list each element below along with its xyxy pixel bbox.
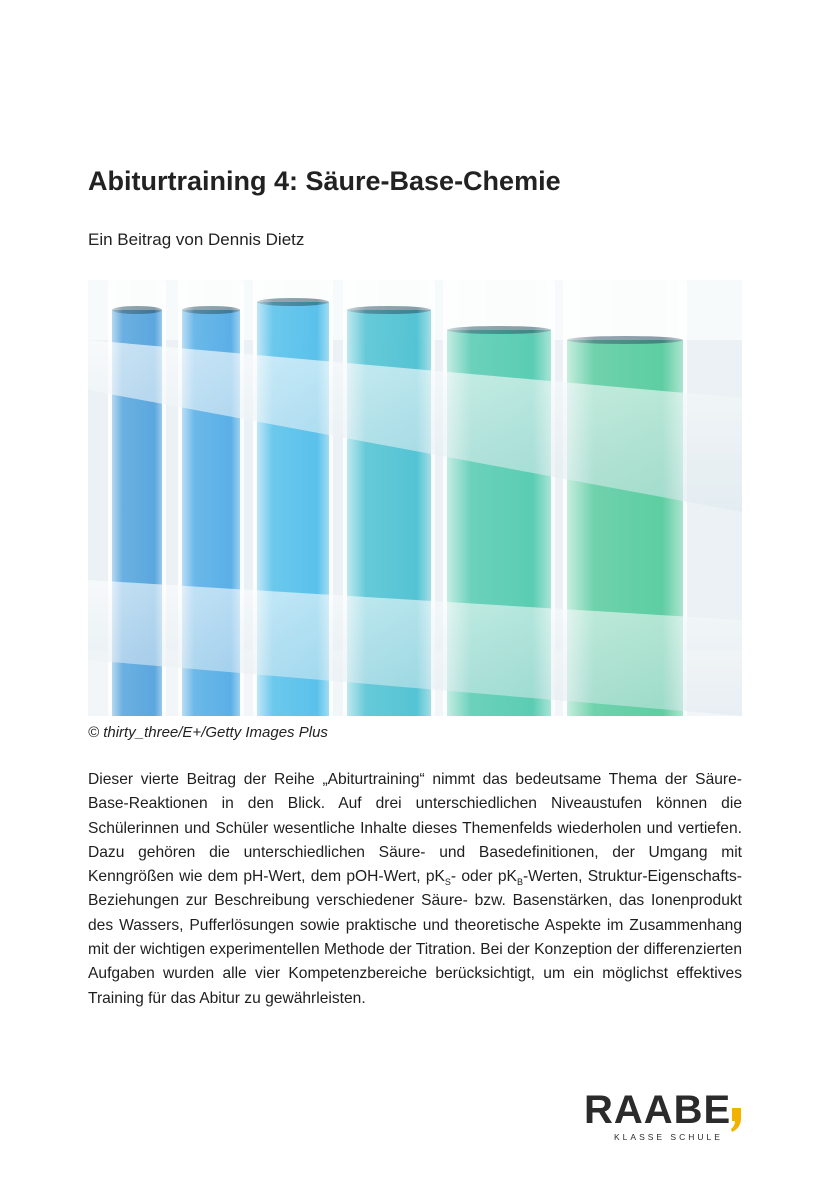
pks-subscript: S: [444, 877, 451, 888]
author-line: Ein Beitrag von Dennis Dietz: [88, 230, 305, 249]
page-title: Abiturtraining 4: Säure-Base-Chemie: [88, 166, 561, 196]
test-tubes-icon: [88, 280, 742, 716]
cover-photo: [88, 280, 742, 716]
image-credit: © thirty_three/E+/Getty Images Plus: [88, 724, 328, 741]
intro-paragraph: [88, 768, 742, 1011]
pkb-subscript: B: [516, 877, 523, 888]
logo-wordmark: RAABE: [584, 1088, 732, 1132]
intro-text-part2: - oder pK: [450, 868, 517, 886]
logo-tagline: KLASSE SCHULE: [614, 1132, 723, 1142]
raabe-logo: [584, 1088, 754, 1148]
intro-text-part1: Dieser vierte Beitrag der Reihe „Abiturtraining“ nimmt das bedeutsame Thema der Säure-Base-Reaktionen in den Blick. Auf drei unterschiedlichen Niveaustufen können die Schülerinnen und Schüler wesentliche Inhalte dieses Themenfelds wiederholen und vertiefen. Dazu gehören die unterschiedlichen Säure- und Basedefinitionen, der Umgang mit Kenngrößen wie dem pH-Wert, dem pOH-Wert, pK: [88, 771, 742, 886]
logo-comma-icon: [730, 1108, 742, 1132]
intro-text-part3: -Werten, Struktur-Eigenschafts-Beziehungen zur Beschreibung verschiedener Säure- bzw. Basenstärken, das Ionenprodukt des Wassers, Pufferlösungen sowie praktische und theoretische Aspekte im Zusammenhang mit der wichtigen experimentellen Methode der Titration. Bei der Konzeption der differenzierten Aufgaben wurden alle vier Kompetenzbereiche berücksichtigt, um ein möglichst effektives Training für das Abitur zu gewährleisten.: [88, 868, 742, 1007]
